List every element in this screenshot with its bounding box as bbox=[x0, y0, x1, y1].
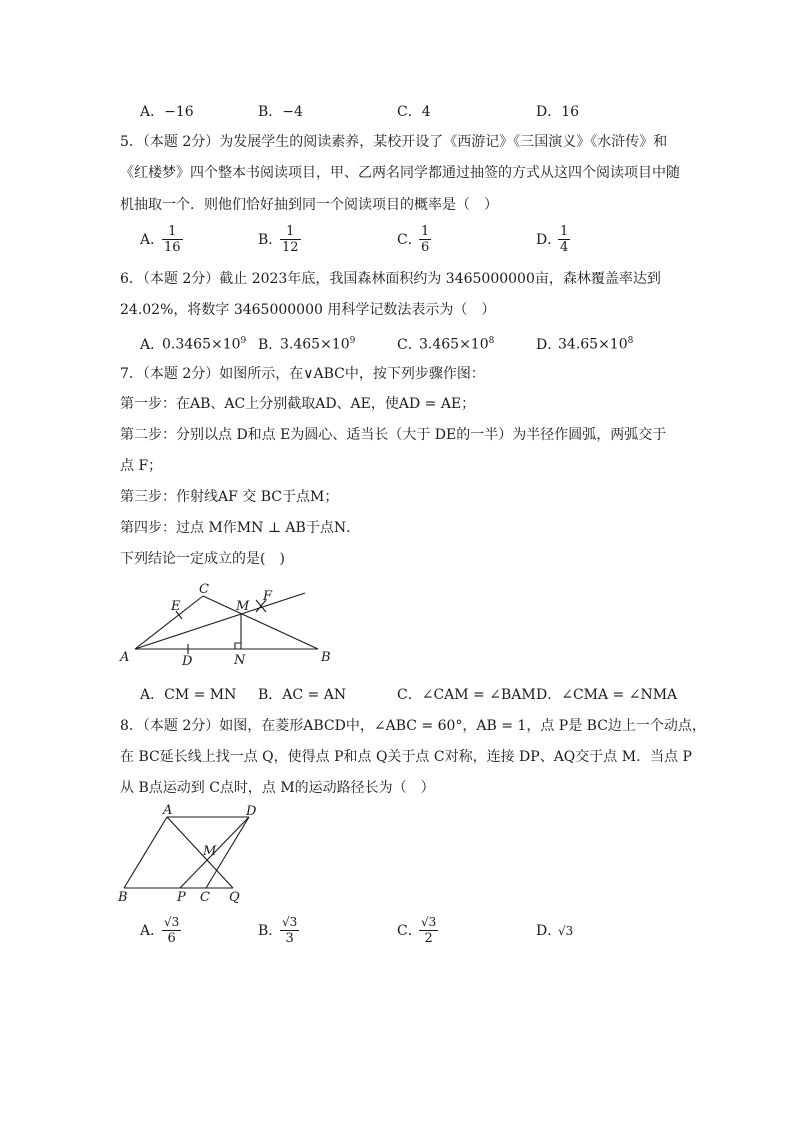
option-label: D． bbox=[536, 231, 562, 248]
option-label: D． bbox=[536, 923, 562, 939]
q7-option-c[interactable]: C．∠CAM = ∠BAM bbox=[397, 687, 536, 703]
option-value: √3 bbox=[558, 924, 574, 938]
denominator: 12 bbox=[282, 240, 299, 255]
q4-option-c[interactable]: C．4 bbox=[397, 104, 431, 120]
label-c: C bbox=[199, 582, 209, 597]
option-label: A． bbox=[140, 336, 165, 353]
q7-step3: 第三步：作射线AF 交 BC于点M； bbox=[120, 489, 339, 505]
segment-ab bbox=[124, 817, 167, 888]
q8-text-line3: 从 B点运动到 C点时，点 M的运动路径长为（ ） bbox=[120, 780, 435, 796]
option-value: 0.3465×10 bbox=[162, 336, 241, 353]
option-label: A． bbox=[140, 922, 165, 939]
q7-step2-line1: 第二步：分别以点 D和点 E为圆心、适当长（大于 DE的一半）为半径作圆弧，两弧交于 bbox=[120, 427, 667, 443]
q5-text-line2: 《红楼梦》四个整本书阅读项目，甲、乙两名同学都通过抽签的方式从这四个阅读项目中随 bbox=[120, 165, 680, 181]
numerator: √3 bbox=[164, 915, 180, 929]
q5-text-line1: 5．（本题 2分）为发展学生的阅读素养，某校开设了《西游记》《三国演义》《水浒传》和 bbox=[120, 134, 668, 150]
fraction bbox=[162, 915, 181, 946]
label-n: N bbox=[234, 653, 246, 668]
q7-step4: 第四步：过点 M作MN ⊥ AB于点N． bbox=[120, 520, 361, 536]
q6-text-line2: 24.02%，将数字 3465000000 用科学记数法表示为（ ） bbox=[120, 302, 496, 318]
segment-aq bbox=[167, 817, 233, 888]
denominator: 2 bbox=[424, 931, 433, 946]
q7-step2-line2: 点 F； bbox=[120, 458, 163, 474]
label-e: E bbox=[171, 599, 181, 614]
option-label: C． bbox=[397, 231, 422, 248]
q7-option-b[interactable]: B．AC = AN bbox=[258, 687, 347, 703]
q6-text-line1: 6．（本题 2分）截止 2023年底，我国森林面积约为 3465000000亩，森林覆盖率达到 bbox=[120, 271, 661, 287]
q7-step1: 第一步：在AB、AC上分别截取AD、AE，使AD = AE； bbox=[120, 396, 476, 412]
q5-text-line3: 机抽取一个．则他们恰好抽到同一个阅读项目的概率是（ ） bbox=[120, 197, 498, 213]
q8-text-line1: 8．（本题 2分）如图，在菱形ABCD中，∠ABC = 60°，AB = 1，点 P是 BC边上一个动点， bbox=[120, 718, 706, 734]
q7-option-a[interactable]: A．CM = MN bbox=[140, 687, 237, 703]
q8-text-line2: 在 BC延长线上找一点 Q，使得点 P和点 Q关于点 C对称，连接 DP、AQ交于点 M．当点 P bbox=[120, 749, 692, 765]
label-d: D bbox=[182, 654, 193, 669]
label-a: A bbox=[120, 650, 130, 665]
option-label: B． bbox=[258, 231, 283, 248]
label-d: D bbox=[246, 804, 257, 819]
option-value: 34.65×10 bbox=[558, 336, 628, 353]
label-q: Q bbox=[229, 890, 240, 905]
denominator: 6 bbox=[167, 931, 176, 946]
label-p: P bbox=[177, 890, 186, 905]
label-b: B bbox=[321, 650, 331, 665]
fraction bbox=[280, 915, 299, 946]
denominator: 16 bbox=[164, 240, 181, 255]
q7-text-line1: 7．（本题 2分）如图所示，在∨ABC中，按下列步骤作图： bbox=[120, 366, 485, 382]
numerator: 1 bbox=[421, 224, 430, 239]
denominator: 3 bbox=[285, 931, 294, 946]
option-value: 3.465×10 bbox=[419, 336, 489, 353]
option-label: C． bbox=[397, 336, 422, 353]
q7-question: 下列结论一定成立的是( ) bbox=[120, 551, 285, 567]
exponent: 8 bbox=[627, 336, 634, 346]
denominator: 4 bbox=[560, 240, 569, 255]
numerator: 1 bbox=[560, 224, 569, 239]
option-label: A． bbox=[140, 231, 165, 248]
q8-options bbox=[140, 915, 700, 951]
q8-option-d[interactable] bbox=[536, 921, 573, 941]
option-label: B． bbox=[258, 336, 283, 353]
numerator: √3 bbox=[421, 915, 437, 929]
label-m: M bbox=[203, 844, 217, 859]
label-c: C bbox=[200, 890, 210, 905]
denominator: 6 bbox=[421, 240, 430, 255]
q8-option-c[interactable] bbox=[397, 915, 438, 946]
numerator: 1 bbox=[280, 224, 301, 240]
option-value: 3.465×10 bbox=[280, 336, 350, 353]
label-a: A bbox=[163, 803, 173, 818]
exponent: 9 bbox=[240, 336, 247, 346]
label-f: F bbox=[263, 589, 273, 604]
exponent: 9 bbox=[349, 336, 356, 346]
q8-option-a[interactable] bbox=[140, 915, 181, 946]
numerator: √3 bbox=[282, 915, 298, 929]
q4-option-a[interactable]: A．−16 bbox=[140, 104, 194, 120]
q4-option-b[interactable]: B．−4 bbox=[258, 104, 303, 120]
option-label: B． bbox=[258, 922, 283, 939]
q7-option-d[interactable]: D．∠CMA = ∠NMA bbox=[536, 687, 678, 703]
numerator: 1 bbox=[162, 224, 183, 240]
option-label: C． bbox=[397, 922, 422, 939]
label-b: B bbox=[118, 890, 128, 905]
q4-option-d[interactable]: D．16 bbox=[536, 104, 580, 120]
q8-option-b[interactable] bbox=[258, 915, 299, 946]
fraction bbox=[419, 915, 438, 946]
exponent: 8 bbox=[488, 336, 495, 346]
option-label: D． bbox=[536, 336, 562, 353]
label-m: M bbox=[236, 599, 250, 614]
